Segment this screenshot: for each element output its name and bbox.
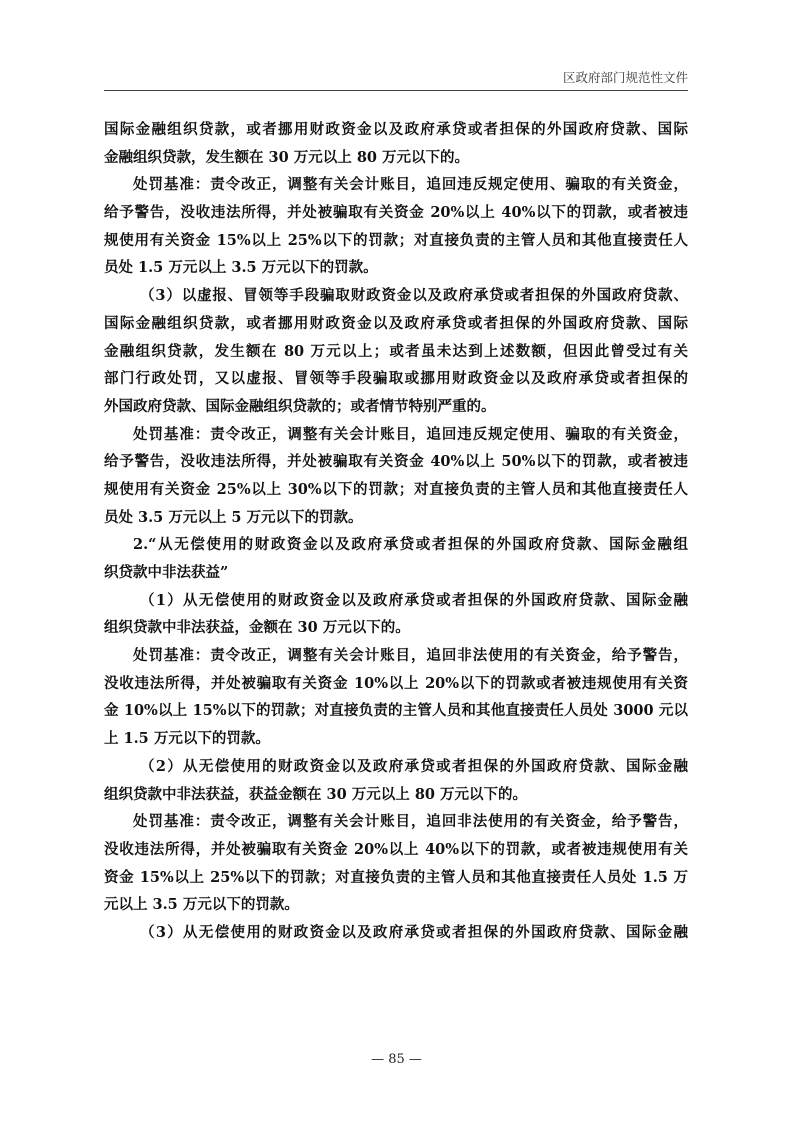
- text-line: 上 1.5 万元以下的罚款。: [104, 730, 270, 748]
- text-line: 给予警告，没收违法所得，并处被骗取有关资金 20%以上 40%以下的罚款，或者被违: [104, 204, 688, 222]
- text-line: 资金 15%以上 25%以下的罚款；对直接负责的主管人员和其他直接责任人员处 1.5 万: [104, 868, 688, 886]
- text-line: 国际金融组织贷款，或者挪用财政资金以及政府承贷或者担保的外国政府贷款、国际: [104, 121, 688, 138]
- text-line: 金融组织贷款，发生额在 30 万元以上 80 万元以下的。: [104, 148, 470, 166]
- header-divider: [104, 90, 688, 91]
- text-line: 员处 3.5 万元以上 5 万元以下的罚款。: [104, 508, 363, 526]
- document-body: [104, 116, 688, 947]
- text-line: 没收违法所得，并处被骗取有关资金 10%以上 20%以下的罚款或者被违规使用有关资: [104, 674, 688, 692]
- text-line: 金融组织贷款，发生额在 80 万元以上；或者虽未达到上述数额，但因此曾受过有关: [104, 342, 688, 360]
- text-line: 给予警告，没收违法所得，并处被骗取有关资金 40%以上 50%以下的罚款，或者被违: [104, 453, 688, 471]
- text-line: 规使用有关资金 25%以上 30%以下的罚款；对直接负责的主管人员和其他直接责任人: [104, 480, 688, 498]
- page-number: — 85 —: [371, 1052, 422, 1067]
- text-line: 金 10%以上 15%以下的罚款；对直接负责的主管人员和其他直接责任人员处 3000 元以: [104, 702, 688, 720]
- text-line: 员处 1.5 万元以上 3.5 万元以下的罚款。: [104, 259, 378, 277]
- text-line: 织贷款中非法获益”: [104, 564, 229, 581]
- text-line: 规使用有关资金 15%以上 25%以下的罚款；对直接负责的主管人员和其他直接责任人: [104, 231, 688, 249]
- document-category-title: 区政府部门规范性文件: [562, 70, 688, 85]
- text-line: 没收违法所得，并处被骗取有关资金 20%以上 40%以下的罚款，或者被违规使用有关: [104, 840, 688, 858]
- text-line: 2.“从无偿使用的财政资金以及政府承贷或者担保的外国政府贷款、国际金融组: [133, 536, 688, 554]
- text-line: （3）从无偿使用的财政资金以及政府承贷或者担保的外国政府贷款、国际金融: [140, 923, 688, 941]
- text-line: 处罚基准：责令改正，调整有关会计账目，追回非法使用的有关资金，给予警告，: [133, 647, 688, 665]
- text-line: 处罚基准：责令改正，调整有关会计账目，追回非法使用的有关资金，给予警告，: [133, 813, 688, 831]
- text-line: 组织贷款中非法获益，金额在 30 万元以下的。: [104, 619, 410, 637]
- text-line: 元以上 3.5 万元以下的罚款。: [104, 896, 299, 914]
- text-line: 处罚基准：责令改正，调整有关会计账目，追回违反规定使用、骗取的有关资金，: [133, 176, 688, 194]
- text-line: 国际金融组织贷款，或者挪用财政资金以及政府承贷或者担保的外国政府贷款、国际: [104, 314, 688, 332]
- text-line: （2）从无偿使用的财政资金以及政府承贷或者担保的外国政府贷款、国际金融: [140, 757, 688, 775]
- running-header: [104, 68, 688, 84]
- text-line: 部门行政处罚，又以虚报、冒领等手段骗取或挪用财政资金以及政府承贷或者担保的: [104, 370, 688, 388]
- text-line: 组织贷款中非法获益，获益金额在 30 万元以上 80 万元以下的。: [104, 785, 528, 803]
- text-line: 外国政府贷款、国际金融组织贷款的；或者情节特别严重的。: [104, 397, 496, 415]
- text-line: 处罚基准：责令改正，调整有关会计账目，追回违反规定使用、骗取的有关资金，: [133, 425, 688, 443]
- text-line: （3）以虚报、冒领等手段骗取财政资金以及政府承贷或者担保的外国政府贷款、: [140, 287, 688, 305]
- text-line: （1）从无偿使用的财政资金以及政府承贷或者担保的外国政府贷款、国际金融: [140, 591, 688, 609]
